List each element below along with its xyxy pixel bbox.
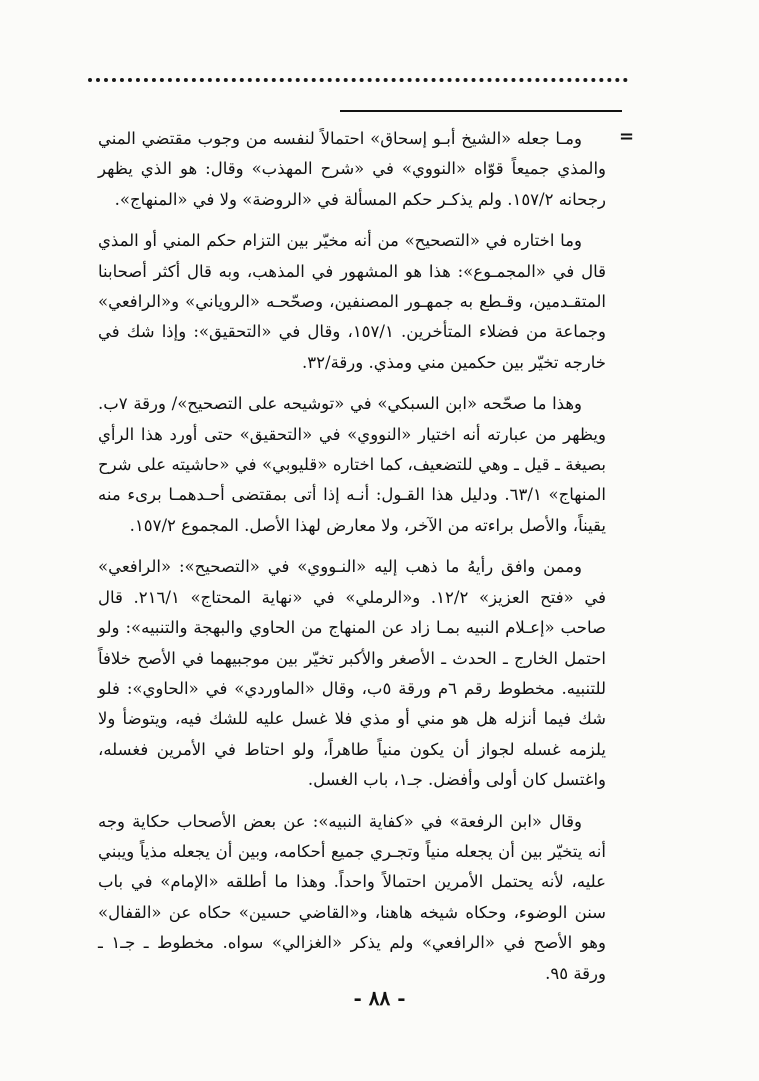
paragraph: وقال «ابن الرفعة» في «كفاية النبيه»: عن بعض الأصحاب حكاية وجه أنه يتخيّر بين أن يجعله منياً وتجـري جميع أحكامه، وبين أن يجعله مذياً ويبني عليه، لأنه يحتمل الأمرين احتمالاً واحداً. وهذا ما أطلقه «الإمام» في باب سنن الوضوء، وحكاه شيخه هاهنا، و«القاضي حسين» حكاه عن «القفال» وهو الأصح في «الرافعي» ولم يذكر «الغزالي» سواه. مخطوط ـ جـ١ ـ ورقة ٩٥. [98, 811, 606, 983]
continuation-marker: = [619, 126, 635, 147]
paragraph: وما اختاره في «التصحيح» من أنه مخيّر بين التزام حكم المني أو المذي قال في «المجمـوع»: هذا هو المشهور في المذهب، وبه قال أكثر أصحابنا المتقـدمين، وقـطع به جمهـور المصنفين، وصحّحـه «الروياني» و«الرافعي» وجماعة من فضلاء المتأخرين. ١٥٧/١، وقال في «التحقيق»: وإذا شك في خارجه تخيّر بين حكمين مني ومذي. ورقة/٣٢. [98, 231, 606, 372]
page-number: - ٨٨ - [353, 986, 406, 1010]
footnote-body [98, 124, 606, 1000]
footnote-separator-rule [340, 110, 622, 112]
dotted-header-line [88, 78, 628, 82]
paragraph: ومـا جعله «الشيخ أبـو إسحاق» احتمالاً لنفسه من وجوب مقتضي المني والمذي جميعاً قوّاه «النووي» في «شرح المهذب» وقال: هو الذي يظهر رجحانه ١٥٧/٢. ولم يذكـر حكم المسألة في «الروضة» ولا في «المنهاج». [98, 129, 606, 209]
paragraph: وممن وافق رأيهُ ما ذهب إليه «النـووي» في «التصحيح»: «الرافعي» في «فتح العزيز» ١٢/٢. و«الرملي» في «نهاية المحتاج» ٢١٦/١. قال صاحب «إعـلام النبيه بمـا زاد عن المنهاج من الحاوي والبهجة والتنبيه»: ولو احتمل الخارج ـ الحدث ـ الأصغر والأكبر تخيّر بين موجبيهما في الأصح خلافاً للتنبيه. مخطوط رقم ٦م ورقة ٥ب، وقال «الماوردي» في «الحاوي»: فلو شك فيما أنزله هل هو مني أو مذي فلا غسل عليه للشك فيه، ويتوضأ ولا يلزمه غسله لجواز أن يكون منياً طاهراً، ولو احتاط في الأمرين فغسله، واغتسل كان أولى وأفضل. جـ١، باب الغسل. [98, 557, 606, 790]
paragraph: وهذا ما صحّحه «ابن السبكي» في «توشيحه على التصحيح»/ ورقة ٧ب. ويظهر من عبارته أنه اختيار «النووي» في «التحقيق» حتى أورد هذا الرأي بصيغة ـ قيل ـ وهي للتضعيف، كما اختاره «قليوبي» في «حاشيته على شرح المنهاج» ٦٣/١. ودليل هذا القـول: أنـه إذا أتى بمقتضى أحـدهمـا برىء منه يقيناً، والأصل براءته من الآخر، ولا معارض لهذا الأصل. المجموع ١٥٧/٢. [98, 394, 606, 535]
